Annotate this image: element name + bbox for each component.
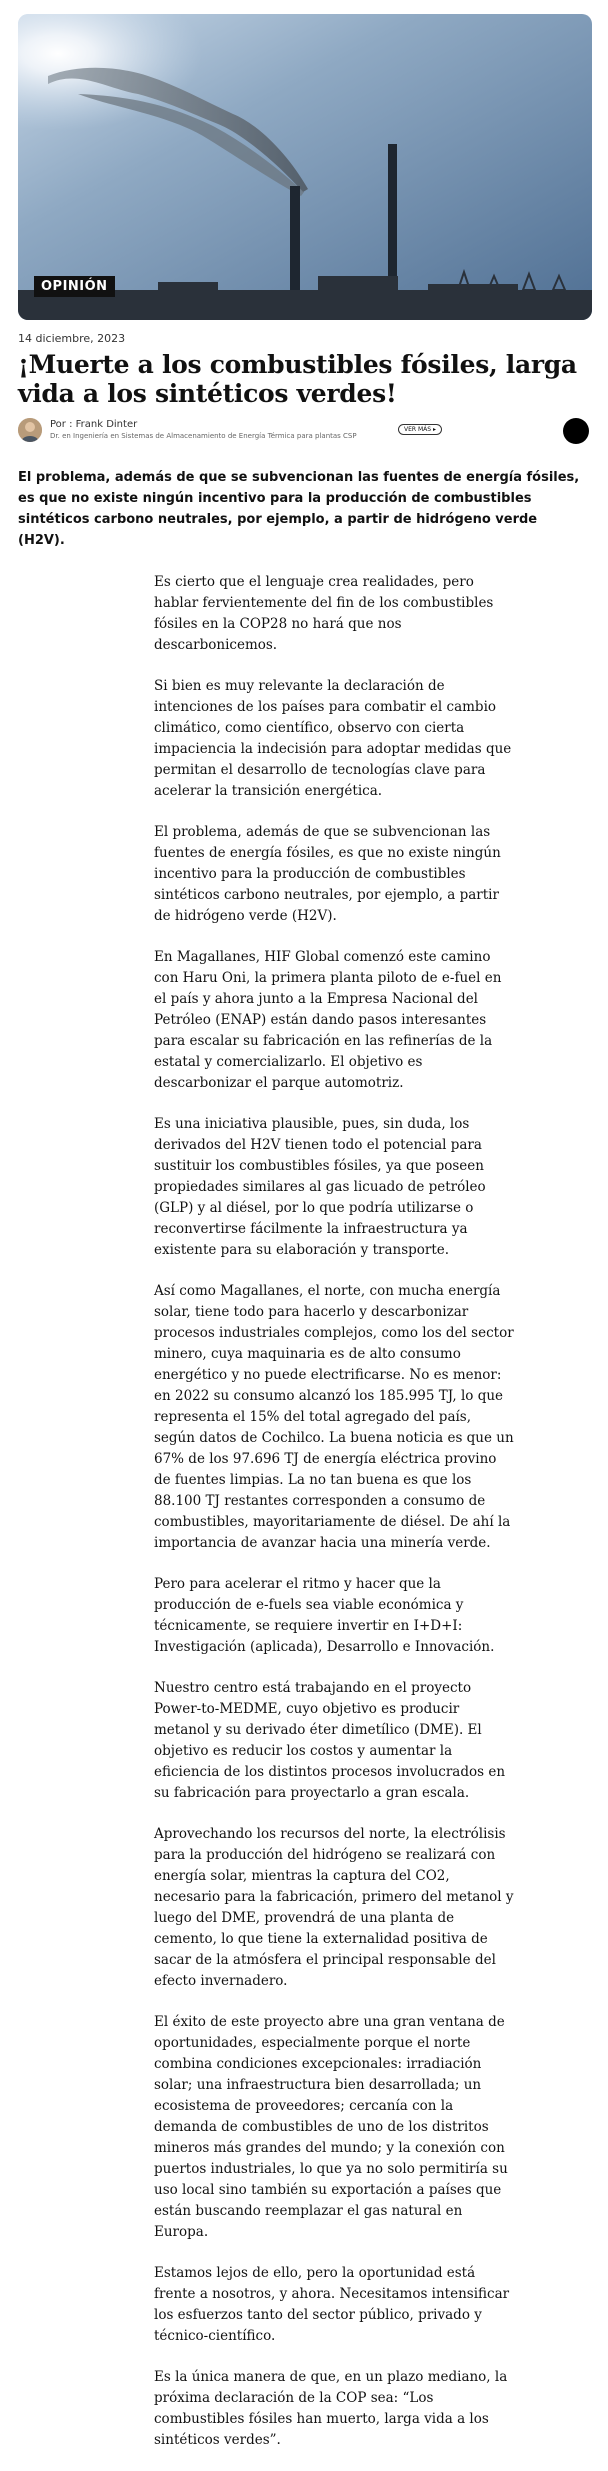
article-paragraph: Es cierto que el lenguaje crea realidades, pero hablar fervientemente del fin de los combustibles fósiles en la COP28 no hará que nos descarbonicemos. — [154, 574, 494, 653]
author-name[interactable]: Por : Frank Dinter — [50, 419, 138, 430]
article-title: ¡Muerte a los combustibles fósiles, larga vida a los sintéticos verdes! — [18, 350, 577, 408]
article-paragraph: En Magallanes, HIF Global comenzó este camino con Haru Oni, la primera planta piloto de e-fuel en el país y ahora junto a la Empresa Nacional del Petróleo (ENAP) están dando pasos interesantes para escalar su fabricación en las refinerías de la estatal y comercializarlo. El objetivo es descarbonizar el parque automotriz. — [154, 949, 502, 1091]
article-paragraph: Es una iniciativa plausible, pues, sin duda, los derivados del H2V tienen todo el potencial para sustituir los combustibles fósiles, ya que poseen propiedades similares al gas licuado de petróleo (GLP) y al diésel, por lo que podría utilizarse o reconvertirse fácilmente la infraestructura ya existente para su elaboración y transporte. — [154, 1116, 486, 1258]
article-paragraph: Pero para acelerar el ritmo y hacer que la producción de e-fuels sea viable económica y técnicamente, se requiere invertir en I+D+I: Investigación (aplicada), Desarrollo e Innovación. — [154, 1576, 495, 1655]
article-paragraph: Si bien es muy relevante la declaración de intenciones de los países para combatir el cambio climático, como científico, observo con cierta impaciencia la indecisión para adoptar medidas que permitan el desarrollo de tecnologías clave para acelerar la transición energética. — [154, 678, 512, 799]
article-paragraph: Así como Magallanes, el norte, con mucha energía solar, tiene todo para hacerlo y descarbonizar procesos industriales complejos, como los del sector minero, cuya maquinaria es de alto consumo energético y no puede electrificarse. No es menor: en 2022 su consumo alcanzó los 185.995 TJ, lo que representa el 15% del total agregado del país, según datos de Cochilco. La buena noticia es que un 67% de los 97.696 TJ de energía eléctrica provino de fuentes limpias. La no tan buena es que los 88.100 TJ restantes corresponden a consumo de combustibles, mayoritariamente de diésel. De ahí la importancia de avanzar hacia una minería verde. — [154, 1283, 514, 1551]
article-paragraph: El problema, además de que se subvencionan las fuentes de energía fósiles, es que no existe ningún incentivo para la producción de combustibles sintéticos carbono neutrales, por ejemplo, a partir de hidrógeno verde (H2V). — [154, 824, 501, 924]
article-paragraph: El éxito de este proyecto abre una gran ventana de oportunidades, especialmente porque el norte combina condiciones excepcionales: irradiación solar; una infraestructura bien desarrollada; un ecosistema de proveedores; cercanía con la demanda de combustibles de uno de los distritos mineros más grandes del mundo; y la conexión con puertos industriales, lo que ya no solo permitiría su uso local sino también su exportación a países que están buscando reemplazar el gas natural en Europa. — [154, 2014, 508, 2240]
article-date: 14 diciembre, 2023 — [18, 332, 126, 345]
menu-circle-button[interactable] — [563, 418, 589, 444]
article-paragraph: Nuestro centro está trabajando en el proyecto Power-to-MEDME, cuyo objetivo es producir metanol y su derivado éter dimetílico (DME). El objetivo es reducir los costos y aumentar la eficiencia de los distintos procesos involucrados en su fabricación para proyectarlo a gran escala. — [154, 1680, 506, 1801]
author-role: Dr. en Ingeniería en Sistemas de Almacenamiento de Energía Térmica para plantas CSP — [50, 432, 357, 440]
article-body — [154, 572, 514, 2471]
article-paragraph: Aprovechando los recursos del norte, la electrólisis para la producción del hidrógeno se realizará con energía solar, mientras la captura del CO2, necesario para la fabricación, primero del metanol y luego del DME, provendrá de una planta de cemento, lo que tiene la externalidad positiva de sacar de la atmósfera el principal responsable del efecto invernadero. — [154, 1826, 514, 1989]
article-paragraph: Es la única manera de que, en un plazo mediano, la próxima declaración de la COP sea: “Los combustibles fósiles han muerto, larga vida a los sintéticos verdes”. — [154, 2369, 508, 2448]
hero-image — [18, 14, 592, 320]
power-plant-photo — [18, 14, 592, 320]
author-block — [18, 418, 592, 448]
avatar-icon — [18, 418, 42, 442]
article-lead: El problema, además de que se subvencionan las fuentes de energía fósiles, es que no existe ningún incentivo para la producción de combustibles sintéticos carbono neutrales, por ejemplo, a partir de hidrógeno verde (H2V). — [18, 470, 580, 548]
see-more-button[interactable]: VER MÁS ▸ — [398, 424, 442, 435]
article-paragraph: Estamos lejos de ello, pero la oportunidad está frente a nosotros, y ahora. Necesitamos intensificar los esfuerzos tanto del sector público, privado y técnico-científico. — [154, 2265, 510, 2344]
opinion-badge: OPINIÓN — [34, 276, 115, 297]
author-avatar[interactable] — [18, 418, 42, 442]
